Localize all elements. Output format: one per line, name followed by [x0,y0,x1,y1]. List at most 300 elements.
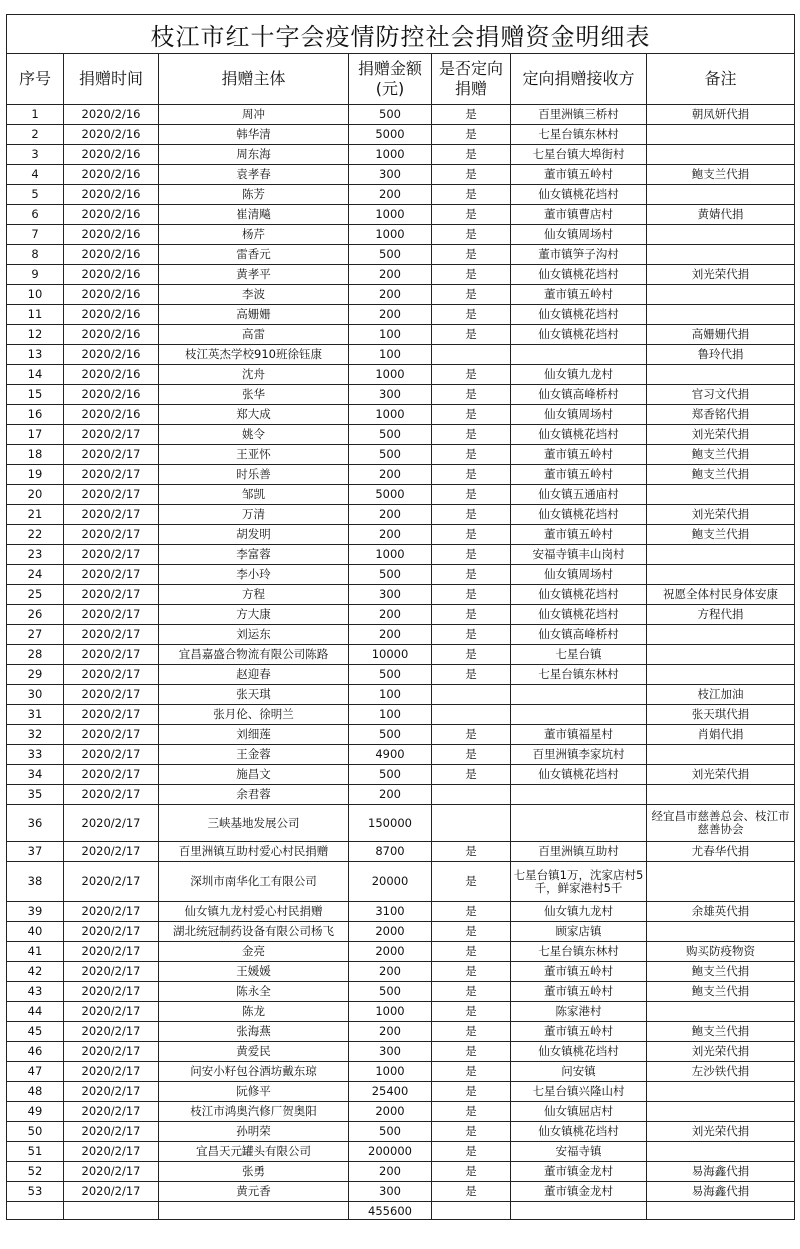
donor-name-cell: 韩华清 [159,125,349,145]
donor-name-cell: 李富蓉 [159,545,349,565]
donor-name-cell: 张华 [159,385,349,405]
directed-flag-cell: 是 [432,305,511,325]
donor-name-cell: 赵迎春 [159,665,349,685]
donor-name-cell: 李小玲 [159,565,349,585]
donation-date-cell: 2020/2/17 [64,805,159,842]
directed-flag-cell [432,685,511,705]
recipient-cell: 仙女镇周场村 [511,405,647,425]
donation-date-cell: 2020/2/17 [64,685,159,705]
donor-name-cell: 方程 [159,585,349,605]
row-index-cell: 3 [7,145,64,165]
donor-name-cell: 高雷 [159,325,349,345]
recipient-cell: 仙女镇九龙村 [511,365,647,385]
note-cell [647,665,795,685]
donor-name-cell: 百里洲镇互助村爱心村民捐赠 [159,842,349,862]
donation-date-cell: 2020/2/16 [64,145,159,165]
donor-name-cell: 姚令 [159,425,349,445]
row-index-cell: 4 [7,165,64,185]
donation-date-cell: 2020/2/17 [64,725,159,745]
table-row [7,125,795,145]
donation-date-cell: 2020/2/17 [64,1162,159,1182]
row-index-cell: 33 [7,745,64,765]
directed-flag-cell: 是 [432,605,511,625]
donation-amount-cell: 300 [349,585,432,605]
row-index-cell: 24 [7,565,64,585]
note-cell: 刘光荣代捐 [647,425,795,445]
table-row [7,165,795,185]
row-index-cell: 10 [7,285,64,305]
directed-flag-cell: 是 [432,665,511,685]
directed-flag-cell: 是 [432,105,511,125]
col-header-directed: 是否定向 捐赠 [432,54,511,105]
donation-date-cell: 2020/2/17 [64,962,159,982]
donation-date-cell: 2020/2/17 [64,1042,159,1062]
donation-amount-cell: 500 [349,105,432,125]
row-index-cell: 46 [7,1042,64,1062]
table-row [7,345,795,365]
donation-amount-cell: 10000 [349,645,432,665]
donor-name-cell: 郑大成 [159,405,349,425]
note-cell [647,145,795,165]
donor-name-cell: 周东海 [159,145,349,165]
recipient-cell: 百里洲镇李家坑村 [511,745,647,765]
recipient-cell: 安福寺镇丰山岗村 [511,545,647,565]
note-cell [647,545,795,565]
directed-flag-cell: 是 [432,285,511,305]
directed-flag-cell: 是 [432,185,511,205]
donation-date-cell: 2020/2/17 [64,665,159,685]
row-index-cell: 26 [7,605,64,625]
row-index-cell: 52 [7,1162,64,1182]
note-cell: 鲍支兰代捐 [647,165,795,185]
directed-flag-cell [432,805,511,842]
donation-date-cell: 2020/2/17 [64,445,159,465]
donation-amount-cell: 2000 [349,942,432,962]
table-row [7,1122,795,1142]
donor-name-cell: 李波 [159,285,349,305]
donation-table [6,14,795,1220]
note-cell [647,645,795,665]
donation-date-cell: 2020/2/17 [64,425,159,445]
directed-flag-cell [432,345,511,365]
donor-name-cell: 王金蓉 [159,745,349,765]
donation-amount-cell: 200 [349,785,432,805]
note-cell [647,625,795,645]
directed-flag-cell: 是 [432,145,511,165]
recipient-cell: 仙女镇周场村 [511,565,647,585]
donation-amount-cell: 500 [349,425,432,445]
donation-date-cell: 2020/2/17 [64,585,159,605]
table-row [7,705,795,725]
directed-flag-cell [432,705,511,725]
donation-date-cell: 2020/2/17 [64,982,159,1002]
table-row [7,862,795,902]
donation-amount-cell: 20000 [349,862,432,902]
recipient-cell: 董市镇曹店村 [511,205,647,225]
directed-flag-cell: 是 [432,1122,511,1142]
donation-date-cell: 2020/2/16 [64,405,159,425]
row-index-cell: 34 [7,765,64,785]
note-cell: 鲍支兰代捐 [647,982,795,1002]
recipient-cell: 仙女镇桃花垱村 [511,325,647,345]
recipient-cell: 仙女镇高峰桥村 [511,385,647,405]
donation-amount-cell: 1000 [349,225,432,245]
note-cell [647,285,795,305]
donor-name-cell: 枝江英杰学校910班徐钰康 [159,345,349,365]
table-row [7,785,795,805]
donation-amount-cell: 200000 [349,1142,432,1162]
table-row [7,1082,795,1102]
recipient-cell: 七星台镇兴隆山村 [511,1082,647,1102]
directed-flag-cell [432,785,511,805]
donor-name-cell: 刘运东 [159,625,349,645]
row-index-cell: 28 [7,645,64,665]
donation-date-cell: 2020/2/16 [64,225,159,245]
directed-flag-cell: 是 [432,565,511,585]
row-index-cell: 38 [7,862,64,902]
donation-date-cell: 2020/2/17 [64,1182,159,1202]
total-empty-cell [64,1202,159,1220]
directed-flag-cell: 是 [432,745,511,765]
donation-amount-cell: 1000 [349,365,432,385]
note-cell [647,365,795,385]
donation-date-cell: 2020/2/17 [64,465,159,485]
donation-date-cell: 2020/2/16 [64,165,159,185]
directed-flag-cell: 是 [432,525,511,545]
total-amount: 455600 [349,1202,432,1220]
donation-amount-cell: 3100 [349,902,432,922]
donation-date-cell: 2020/2/17 [64,1142,159,1162]
donation-date-cell: 2020/2/17 [64,1122,159,1142]
note-cell: 朝凤妍代捐 [647,105,795,125]
table-row [7,1022,795,1042]
directed-flag-cell: 是 [432,765,511,785]
note-cell [647,862,795,902]
donation-date-cell: 2020/2/17 [64,942,159,962]
donation-amount-cell: 1000 [349,545,432,565]
row-index-cell: 50 [7,1122,64,1142]
donation-date-cell: 2020/2/16 [64,385,159,405]
total-empty-cell [159,1202,349,1220]
donor-name-cell: 金亮 [159,942,349,962]
donor-name-cell: 邹凯 [159,485,349,505]
directed-flag-cell: 是 [432,1042,511,1062]
row-index-cell: 37 [7,842,64,862]
row-index-cell: 8 [7,245,64,265]
note-cell [647,922,795,942]
row-index-cell: 48 [7,1082,64,1102]
note-cell: 刘光荣代捐 [647,1122,795,1142]
col-header-donor: 捐赠主体 [159,54,349,105]
donation-date-cell: 2020/2/16 [64,345,159,365]
table-row [7,285,795,305]
col-header-date: 捐赠时间 [64,54,159,105]
donor-name-cell: 周冲 [159,105,349,125]
donation-amount-cell: 500 [349,565,432,585]
table-row [7,385,795,405]
note-cell: 鲍支兰代捐 [647,525,795,545]
directed-flag-cell: 是 [432,1002,511,1022]
donation-date-cell: 2020/2/17 [64,862,159,902]
table-row [7,265,795,285]
donor-name-cell: 湖北统冠制药设备有限公司杨飞 [159,922,349,942]
donor-name-cell: 三峡基地发展公司 [159,805,349,842]
donation-date-cell: 2020/2/17 [64,842,159,862]
table-row [7,585,795,605]
row-index-cell: 45 [7,1022,64,1042]
note-cell: 经宜昌市慈善总会、枝江市慈善协会 [647,805,795,842]
recipient-cell [511,345,647,365]
recipient-cell: 仙女镇桃花垱村 [511,505,647,525]
recipient-cell: 仙女镇桃花垱村 [511,585,647,605]
donation-amount-cell: 100 [349,325,432,345]
donor-name-cell: 沈舟 [159,365,349,385]
donation-amount-cell: 200 [349,305,432,325]
donation-amount-cell: 25400 [349,1082,432,1102]
recipient-cell: 仙女镇高峰桥村 [511,625,647,645]
table-row [7,1042,795,1062]
donor-name-cell: 刘细莲 [159,725,349,745]
table-row [7,565,795,585]
table-row [7,425,795,445]
table-row [7,485,795,505]
table-row [7,185,795,205]
donation-amount-cell: 1000 [349,1002,432,1022]
recipient-cell: 仙女镇屈店村 [511,1102,647,1122]
table-row [7,842,795,862]
table-row [7,145,795,165]
recipient-cell: 仙女镇桃花垱村 [511,185,647,205]
row-index-cell: 18 [7,445,64,465]
donation-date-cell: 2020/2/16 [64,185,159,205]
donor-name-cell: 张勇 [159,1162,349,1182]
note-cell [647,245,795,265]
table-row [7,1182,795,1202]
note-cell [647,225,795,245]
note-cell: 购买防疫物资 [647,942,795,962]
table-row [7,465,795,485]
donation-date-cell: 2020/2/17 [64,705,159,725]
donation-amount-cell: 2000 [349,1102,432,1122]
table-row [7,525,795,545]
table-row [7,605,795,625]
col-header-note: 备注 [647,54,795,105]
directed-flag-cell: 是 [432,842,511,862]
directed-flag-cell: 是 [432,125,511,145]
recipient-cell: 董市镇五岭村 [511,285,647,305]
table-row [7,405,795,425]
note-cell: 黄婧代捐 [647,205,795,225]
donation-date-cell: 2020/2/17 [64,1102,159,1122]
recipient-cell: 七星台镇1万，沈家店村5千，鲜家港村5千 [511,862,647,902]
row-index-cell: 36 [7,805,64,842]
donation-amount-cell: 500 [349,665,432,685]
total-empty-cell [511,1202,647,1220]
note-cell [647,1002,795,1022]
donation-amount-cell: 300 [349,1042,432,1062]
table-row [7,225,795,245]
donation-date-cell: 2020/2/16 [64,325,159,345]
donation-amount-cell: 500 [349,765,432,785]
donation-amount-cell: 500 [349,982,432,1002]
note-cell: 枝江加油 [647,685,795,705]
row-index-cell: 9 [7,265,64,285]
recipient-cell: 七星台镇大埠街村 [511,145,647,165]
directed-flag-cell: 是 [432,1062,511,1082]
note-cell: 左沙铁代捐 [647,1062,795,1082]
note-cell [647,1102,795,1122]
directed-flag-cell: 是 [432,962,511,982]
directed-flag-cell: 是 [432,645,511,665]
donation-amount-cell: 4900 [349,745,432,765]
recipient-cell: 安福寺镇 [511,1142,647,1162]
donor-name-cell: 袁孝春 [159,165,349,185]
table-row [7,1062,795,1082]
total-empty-cell [647,1202,795,1220]
table-row [7,902,795,922]
note-cell [647,1142,795,1162]
donor-name-cell: 雷香元 [159,245,349,265]
recipient-cell: 仙女镇桃花垱村 [511,425,647,445]
directed-flag-cell: 是 [432,902,511,922]
table-row [7,505,795,525]
recipient-cell: 仙女镇桃花垱村 [511,605,647,625]
recipient-cell: 仙女镇桃花垱村 [511,265,647,285]
row-index-cell: 44 [7,1002,64,1022]
directed-flag-cell: 是 [432,165,511,185]
directed-flag-cell: 是 [432,465,511,485]
donation-date-cell: 2020/2/17 [64,545,159,565]
donation-date-cell: 2020/2/16 [64,205,159,225]
donation-amount-cell: 1000 [349,405,432,425]
row-index-cell: 42 [7,962,64,982]
directed-flag-cell: 是 [432,625,511,645]
donation-amount-cell: 200 [349,285,432,305]
donor-name-cell: 陈龙 [159,1002,349,1022]
row-index-cell: 15 [7,385,64,405]
row-index-cell: 21 [7,505,64,525]
note-cell: 祝愿全体村民身体安康 [647,585,795,605]
donation-amount-cell: 1000 [349,1062,432,1082]
table-row [7,725,795,745]
recipient-cell: 董市镇五岭村 [511,962,647,982]
donation-amount-cell: 200 [349,605,432,625]
note-cell: 方程代捐 [647,605,795,625]
recipient-cell: 仙女镇周场村 [511,225,647,245]
table-row [7,685,795,705]
total-empty-cell [7,1202,64,1220]
directed-flag-cell: 是 [432,1022,511,1042]
directed-flag-cell: 是 [432,425,511,445]
recipient-cell: 董市镇五岭村 [511,465,647,485]
directed-flag-cell: 是 [432,545,511,565]
recipient-cell: 董市镇五岭村 [511,525,647,545]
donation-date-cell: 2020/2/17 [64,922,159,942]
table-row [7,1002,795,1022]
recipient-cell: 七星台镇东林村 [511,125,647,145]
table-row [7,1102,795,1122]
donation-date-cell: 2020/2/16 [64,305,159,325]
donation-amount-cell: 500 [349,725,432,745]
total-row [7,1202,795,1220]
note-cell: 余雄英代捐 [647,902,795,922]
table-row [7,645,795,665]
donation-amount-cell: 5000 [349,485,432,505]
row-index-cell: 12 [7,325,64,345]
directed-flag-cell: 是 [432,922,511,942]
note-cell: 鲍支兰代捐 [647,465,795,485]
note-cell: 尤春华代捐 [647,842,795,862]
directed-flag-cell: 是 [432,225,511,245]
note-cell: 郑香铭代捐 [647,405,795,425]
directed-flag-cell: 是 [432,862,511,902]
donor-name-cell: 张天琪 [159,685,349,705]
row-index-cell: 30 [7,685,64,705]
recipient-cell: 董市镇福星村 [511,725,647,745]
table-row [7,305,795,325]
donor-name-cell: 黄爱民 [159,1042,349,1062]
donation-date-cell: 2020/2/17 [64,525,159,545]
directed-flag-cell: 是 [432,1082,511,1102]
recipient-cell [511,805,647,842]
directed-flag-cell: 是 [432,485,511,505]
table-row [7,365,795,385]
row-index-cell: 20 [7,485,64,505]
donor-name-cell: 万清 [159,505,349,525]
donation-amount-cell: 8700 [349,842,432,862]
recipient-cell: 问安镇 [511,1062,647,1082]
directed-flag-cell: 是 [432,245,511,265]
recipient-cell: 仙女镇九龙村 [511,902,647,922]
directed-flag-cell: 是 [432,1182,511,1202]
note-cell: 易海鑫代捐 [647,1162,795,1182]
note-cell: 刘光荣代捐 [647,505,795,525]
row-index-cell: 32 [7,725,64,745]
donor-name-cell: 深圳市南华化工有限公司 [159,862,349,902]
directed-flag-cell: 是 [432,205,511,225]
row-index-cell: 29 [7,665,64,685]
table-row [7,982,795,1002]
donor-name-cell: 黄孝平 [159,265,349,285]
recipient-cell: 百里洲镇互助村 [511,842,647,862]
note-cell: 鲍支兰代捐 [647,962,795,982]
recipient-cell: 董市镇笋子沟村 [511,245,647,265]
row-index-cell: 23 [7,545,64,565]
directed-flag-cell: 是 [432,942,511,962]
note-cell: 肖娟代捐 [647,725,795,745]
recipient-cell: 董市镇五岭村 [511,445,647,465]
table-row [7,245,795,265]
directed-flag-cell: 是 [432,1142,511,1162]
row-index-cell: 1 [7,105,64,125]
donation-amount-cell: 500 [349,245,432,265]
note-cell: 张天琪代捐 [647,705,795,725]
donation-amount-cell: 200 [349,625,432,645]
recipient-cell: 仙女镇桃花垱村 [511,765,647,785]
note-cell [647,125,795,145]
donation-date-cell: 2020/2/17 [64,1082,159,1102]
row-index-cell: 47 [7,1062,64,1082]
row-index-cell: 51 [7,1142,64,1162]
note-cell [647,305,795,325]
donation-amount-cell: 1000 [349,205,432,225]
table-row [7,1162,795,1182]
total-empty-cell [432,1202,511,1220]
recipient-cell: 百里洲镇三桥村 [511,105,647,125]
donation-date-cell: 2020/2/17 [64,765,159,785]
donor-name-cell: 崔清飚 [159,205,349,225]
directed-flag-cell: 是 [432,505,511,525]
